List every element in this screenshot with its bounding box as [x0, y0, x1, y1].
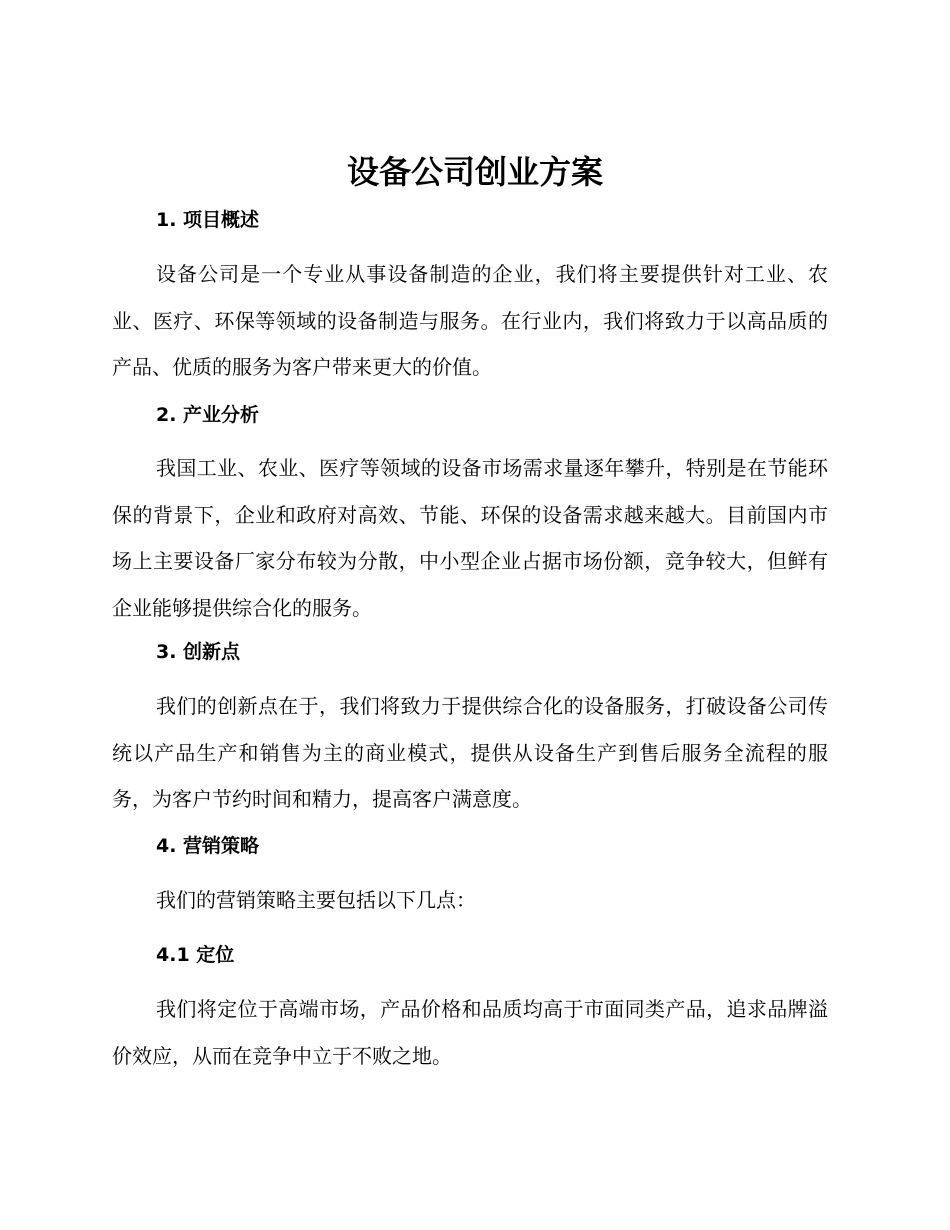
- section-paragraph-innovation: 我们的创新点在于，我们将致力于提供综合化的设备服务，打破设备公司传统以产品生产和销售为主的商业模式，提供从设备生产到售后服务全流程的服务，为客户节约时间和精力，提高客户满意度。: [112, 694, 828, 811]
- section-heading-industry-analysis: 2. 产业分析: [156, 404, 260, 426]
- section-paragraph-industry-analysis: 我国工业、农业、医疗等领域的设备市场需求量逐年攀升，特别是在节能环保的背景下，企业和政府对高效、节能、环保的设备需求越来越大。目前国内市场上主要设备厂家分布较为分散，中小型企业占据市场份额，竞争较大，但鲜有企业能够提供综合化的服务。: [112, 456, 828, 620]
- section-paragraph-marketing: 我们的营销策略主要包括以下几点：: [156, 888, 476, 912]
- section-heading-overview: 1. 项目概述: [156, 209, 260, 231]
- document-title: 设备公司创业方案: [346, 153, 603, 191]
- section-heading-marketing: 4. 营销策略: [156, 835, 260, 857]
- section-paragraph-overview: 设备公司是一个专业从事设备制造的企业，我们将主要提供针对工业、农业、医疗、环保等领域的设备制造与服务。在行业内，我们将致力于以高品质的产品、优质的服务为客户带来更大的价值。: [112, 262, 828, 379]
- section-paragraph-positioning: 我们将定位于高端市场，产品价格和品质均高于市面同类产品，追求品牌溢价效应，从而在竞争中立于不败之地。: [112, 997, 828, 1068]
- section-heading-positioning: 4.1 定位: [156, 944, 235, 966]
- section-heading-innovation: 3. 创新点: [156, 641, 241, 663]
